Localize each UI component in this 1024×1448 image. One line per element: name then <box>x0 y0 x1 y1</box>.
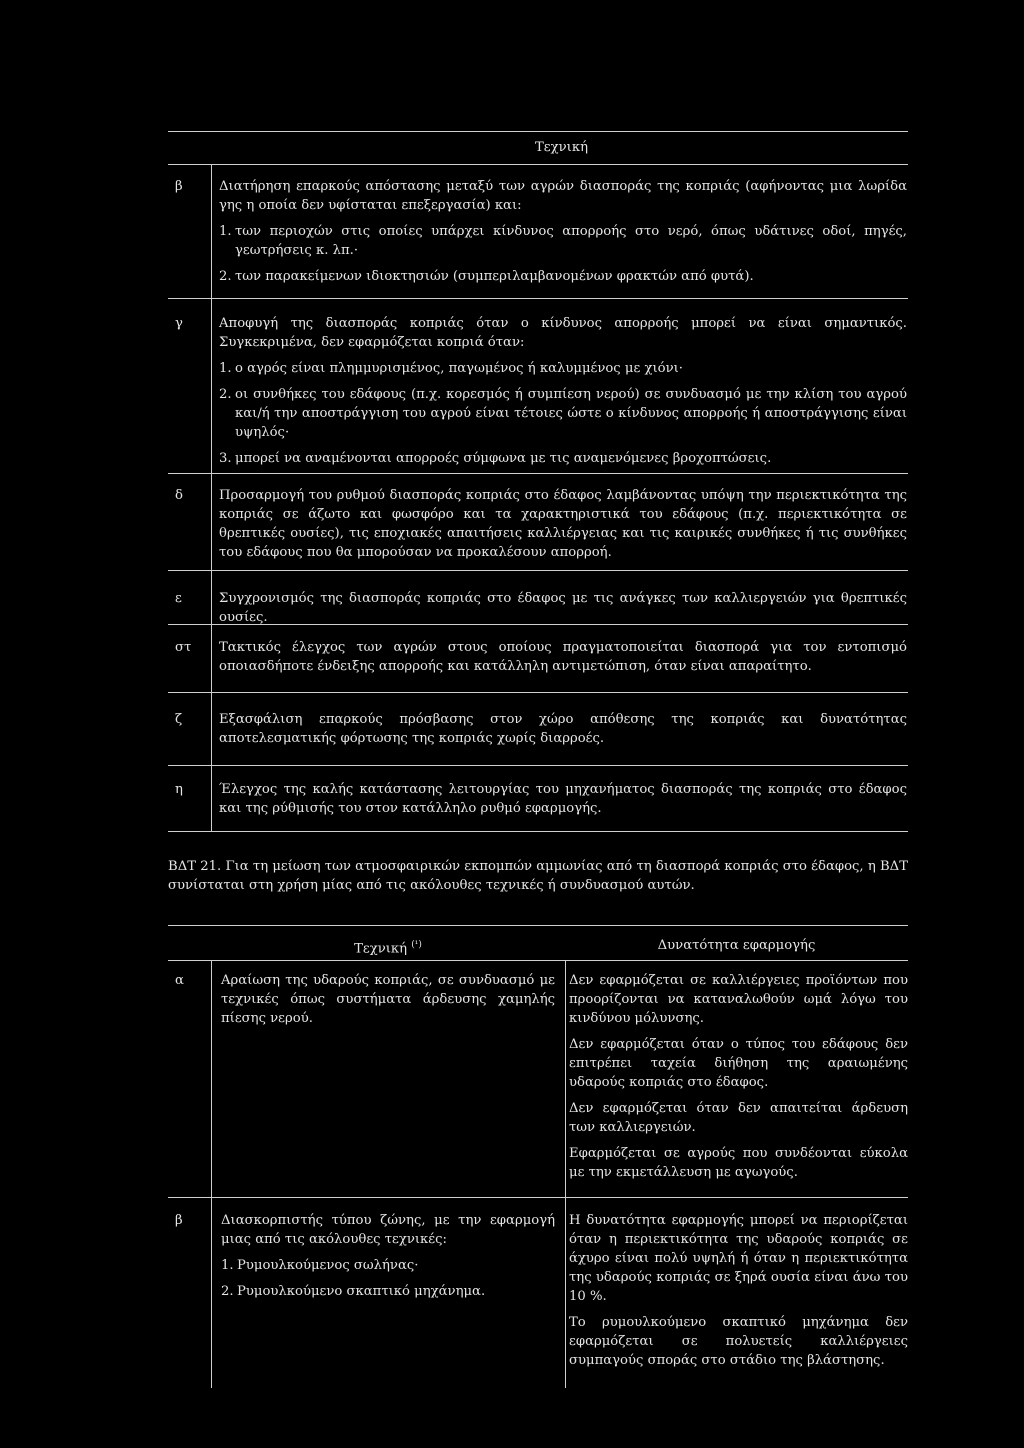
row-label: ε <box>175 591 182 606</box>
table1-header-rule <box>168 164 908 165</box>
table1-row-rule <box>168 570 908 571</box>
row-label: ζ <box>175 712 183 727</box>
list-item: 2. οι συνθήκες του εδάφους (π.χ. κορεσμός ή συμπίεση νερού) σε συνδυασμό με την κλίση του αγρού και/ή την αποστράγγιση του αγρού είναι τέτοιες ώστε ο κίνδυνος απορροής ή αποστράγγισης είναι υψηλός· <box>219 387 907 440</box>
footnote-marker: (¹) <box>411 940 422 950</box>
table1-row-rule <box>168 473 908 474</box>
table1-bottom-border <box>168 831 908 832</box>
list-item: 3. μπορεί να αναμένονται απορροές σύμφωνα με τις αναμενόμενες βροχοπτώσεις. <box>219 451 772 466</box>
list-item: 2. Ρυμουλκούμενο σκαπτικό μηχάνημα. <box>221 1284 486 1299</box>
table1-row-c <box>175 314 908 475</box>
row-text: Διατήρηση επαρκούς απόστασης μεταξύ των αγρών διασποράς της κοπριάς (αφήνοντας μια λωρίδα γης η οποία δεν υφίσταται επεξεργασία) και: <box>219 179 907 213</box>
table2-row-b-technique: Διασκορπιστής τύπου ζώνης, με την εφαρμογή μιας από τις ακόλουθες τεχνικές: 1. Ρυμουλκούμενος σωλήνας· 2. Ρυμουλκούμενο σκαπτικό μηχάνημα. <box>221 1213 555 1299</box>
row-text: Αποφυγή της διασποράς κοπριάς όταν ο κίνδυνος απορροής μπορεί να είναι σημαντικός. Συγκεκριμένα, δεν εφαρμόζεται κοπριά όταν: <box>219 316 907 350</box>
row-text: Εξασφάλιση επαρκούς πρόσβασης στον χώρο απόθεσης της κοπριάς και δυνατότητας αποτελεσματικής φόρτωσης της κοπριάς χωρίς διαρροές. <box>219 712 907 746</box>
table1-row-d <box>175 486 908 569</box>
row-text: Προσαρμογή του ρυθμού διασποράς κοπριάς στο έδαφος λαμβάνοντας υπόψη την περιεκτικότητα της κοπριάς σε άζωτο και φωσφόρο και τα χαρακτηριστικά του εδάφους (π.χ. περιεκτικότητα σε θρεπτικές ουσίες), τις εποχιακές απαιτήσεις καλλιέργειας και τις καιρικές συνθήκες ή τις συνθήκες του εδάφους που θα μπορούσαν να προκαλέσουν απορροή. <box>219 488 907 560</box>
row-label: η <box>175 782 183 797</box>
table2-header-rule <box>168 960 908 961</box>
table1-row-f <box>175 638 908 683</box>
table2-row-a-applicability: Δεν εφαρμόζεται σε καλλιέργειες προϊόντων που προορίζονται να καταναλωθούν ωμά λόγω του κινδύνου μόλυνσης. Δεν εφαρμόζεται όταν ο τύπος του εδάφους δεν επιτρέπει ταχεία διήθηση της αραιωμένης υδαρούς κοπριάς στο έδαφος. Δεν εφαρμόζεται όταν δεν απαιτείται άρδευση των καλλιεργειών. Εφαρμόζεται σε αγρούς που συνδέονται εύκολα με την εκμετάλλευση με αγωγούς. <box>569 973 908 1180</box>
table1-row-rule <box>168 765 908 766</box>
row-text: Συγχρονισμός της διασποράς κοπριάς στο έδαφος με τις ανάγκες των καλλιεργειών για θρεπτικές ουσίες. <box>219 591 907 625</box>
table2-row-b-applicability: Η δυνατότητα εφαρμογής μπορεί να περιορίζεται όταν η περιεκτικότητα της υδαρούς κοπριάς σε άχυρο είναι πολύ υψηλή ή όταν η περιεκτικότητα της υδαρούς κοπριάς σε ξηρά ουσία είναι άνω του 10 %. Το ρυμουλκούμενο σκαπτικό μηχάνημα δεν εφαρμόζεται σε πολυετείς καλλιέργειες συμπαγούς σποράς στο στάδιο της βλάστησης. <box>569 1213 908 1368</box>
table1-row-g <box>175 710 908 755</box>
row-label: γ <box>175 316 183 331</box>
list-item: 1. των περιοχών στις οποίες υπάρχει κίνδυνος απορροής στο νερό, όπως υδάτινες οδοί, πηγές, γεωτρήσεις κ. λπ.· <box>219 224 907 258</box>
row-label: δ <box>175 488 183 503</box>
table2-divider-applicability <box>565 960 566 1388</box>
table1-header-technique: Τεχνική <box>535 140 588 155</box>
table2-top-border <box>168 925 908 926</box>
row-label: β <box>175 179 183 194</box>
row-label: α <box>175 973 184 988</box>
table2-divider-label <box>211 960 212 1388</box>
table1-top-border <box>168 131 908 132</box>
row-label: στ <box>175 640 192 655</box>
table1-row-rule <box>168 624 908 625</box>
row-text: Έλεγχος της καλής κατάστασης λειτουργίας του μηχανήματος διασποράς της κοπριάς στο έδαφος και της ρύθμισής του στον κατάλληλο ρυθμό εφαρμογής. <box>219 782 907 816</box>
table1-row-b <box>175 177 908 293</box>
list-item: 2. των παρακείμενων ιδιοκτησιών (συμπεριλαμβανομένων φρακτών από φυτά). <box>219 269 754 284</box>
list-item: 1. Ρυμουλκούμενος σωλήνας· <box>221 1258 419 1273</box>
table2-header-technique: Τεχνική $^{(^1)}$ <box>354 940 422 957</box>
table2-row-a-technique: Αραίωση της υδαρούς κοπριάς, σε συνδυασμό με τεχνικές όπως συστήματα άρδευσης χαμηλής πίεσης νερού. <box>221 973 555 1026</box>
row-text: Τακτικός έλεγχος των αγρών στους οποίους πραγματοποιείται διασπορά για τον εντοπισμό οποιασδήποτε ένδειξης απορροής και κατάλληλη αντιμετώπιση, όταν είναι απαραίτητο. <box>219 640 907 674</box>
table1-row-e <box>175 589 908 634</box>
bat21-paragraph: ΒΔΤ 21. Για τη μείωση των ατμοσφαιρικών εκπομπών αμμωνίας από τη διασπορά κοπριάς στο έδαφος, η ΒΔΤ συνίσταται στη χρήση μίας από τις ακόλουθες τεχνικές ή συνδυασμού αυτών. <box>168 859 908 893</box>
table2-row-rule <box>168 1197 908 1198</box>
row-label: β <box>175 1213 183 1228</box>
table1-row-rule <box>168 298 908 299</box>
table1-row-h <box>175 780 908 825</box>
table2-header-applicability: Δυνατότητα εφαρμογής <box>657 938 816 953</box>
table1-row-rule <box>168 692 908 693</box>
list-item: 1. ο αγρός είναι πλημμυρισμένος, παγωμένος ή καλυμμένος με χιόνι· <box>219 361 683 376</box>
